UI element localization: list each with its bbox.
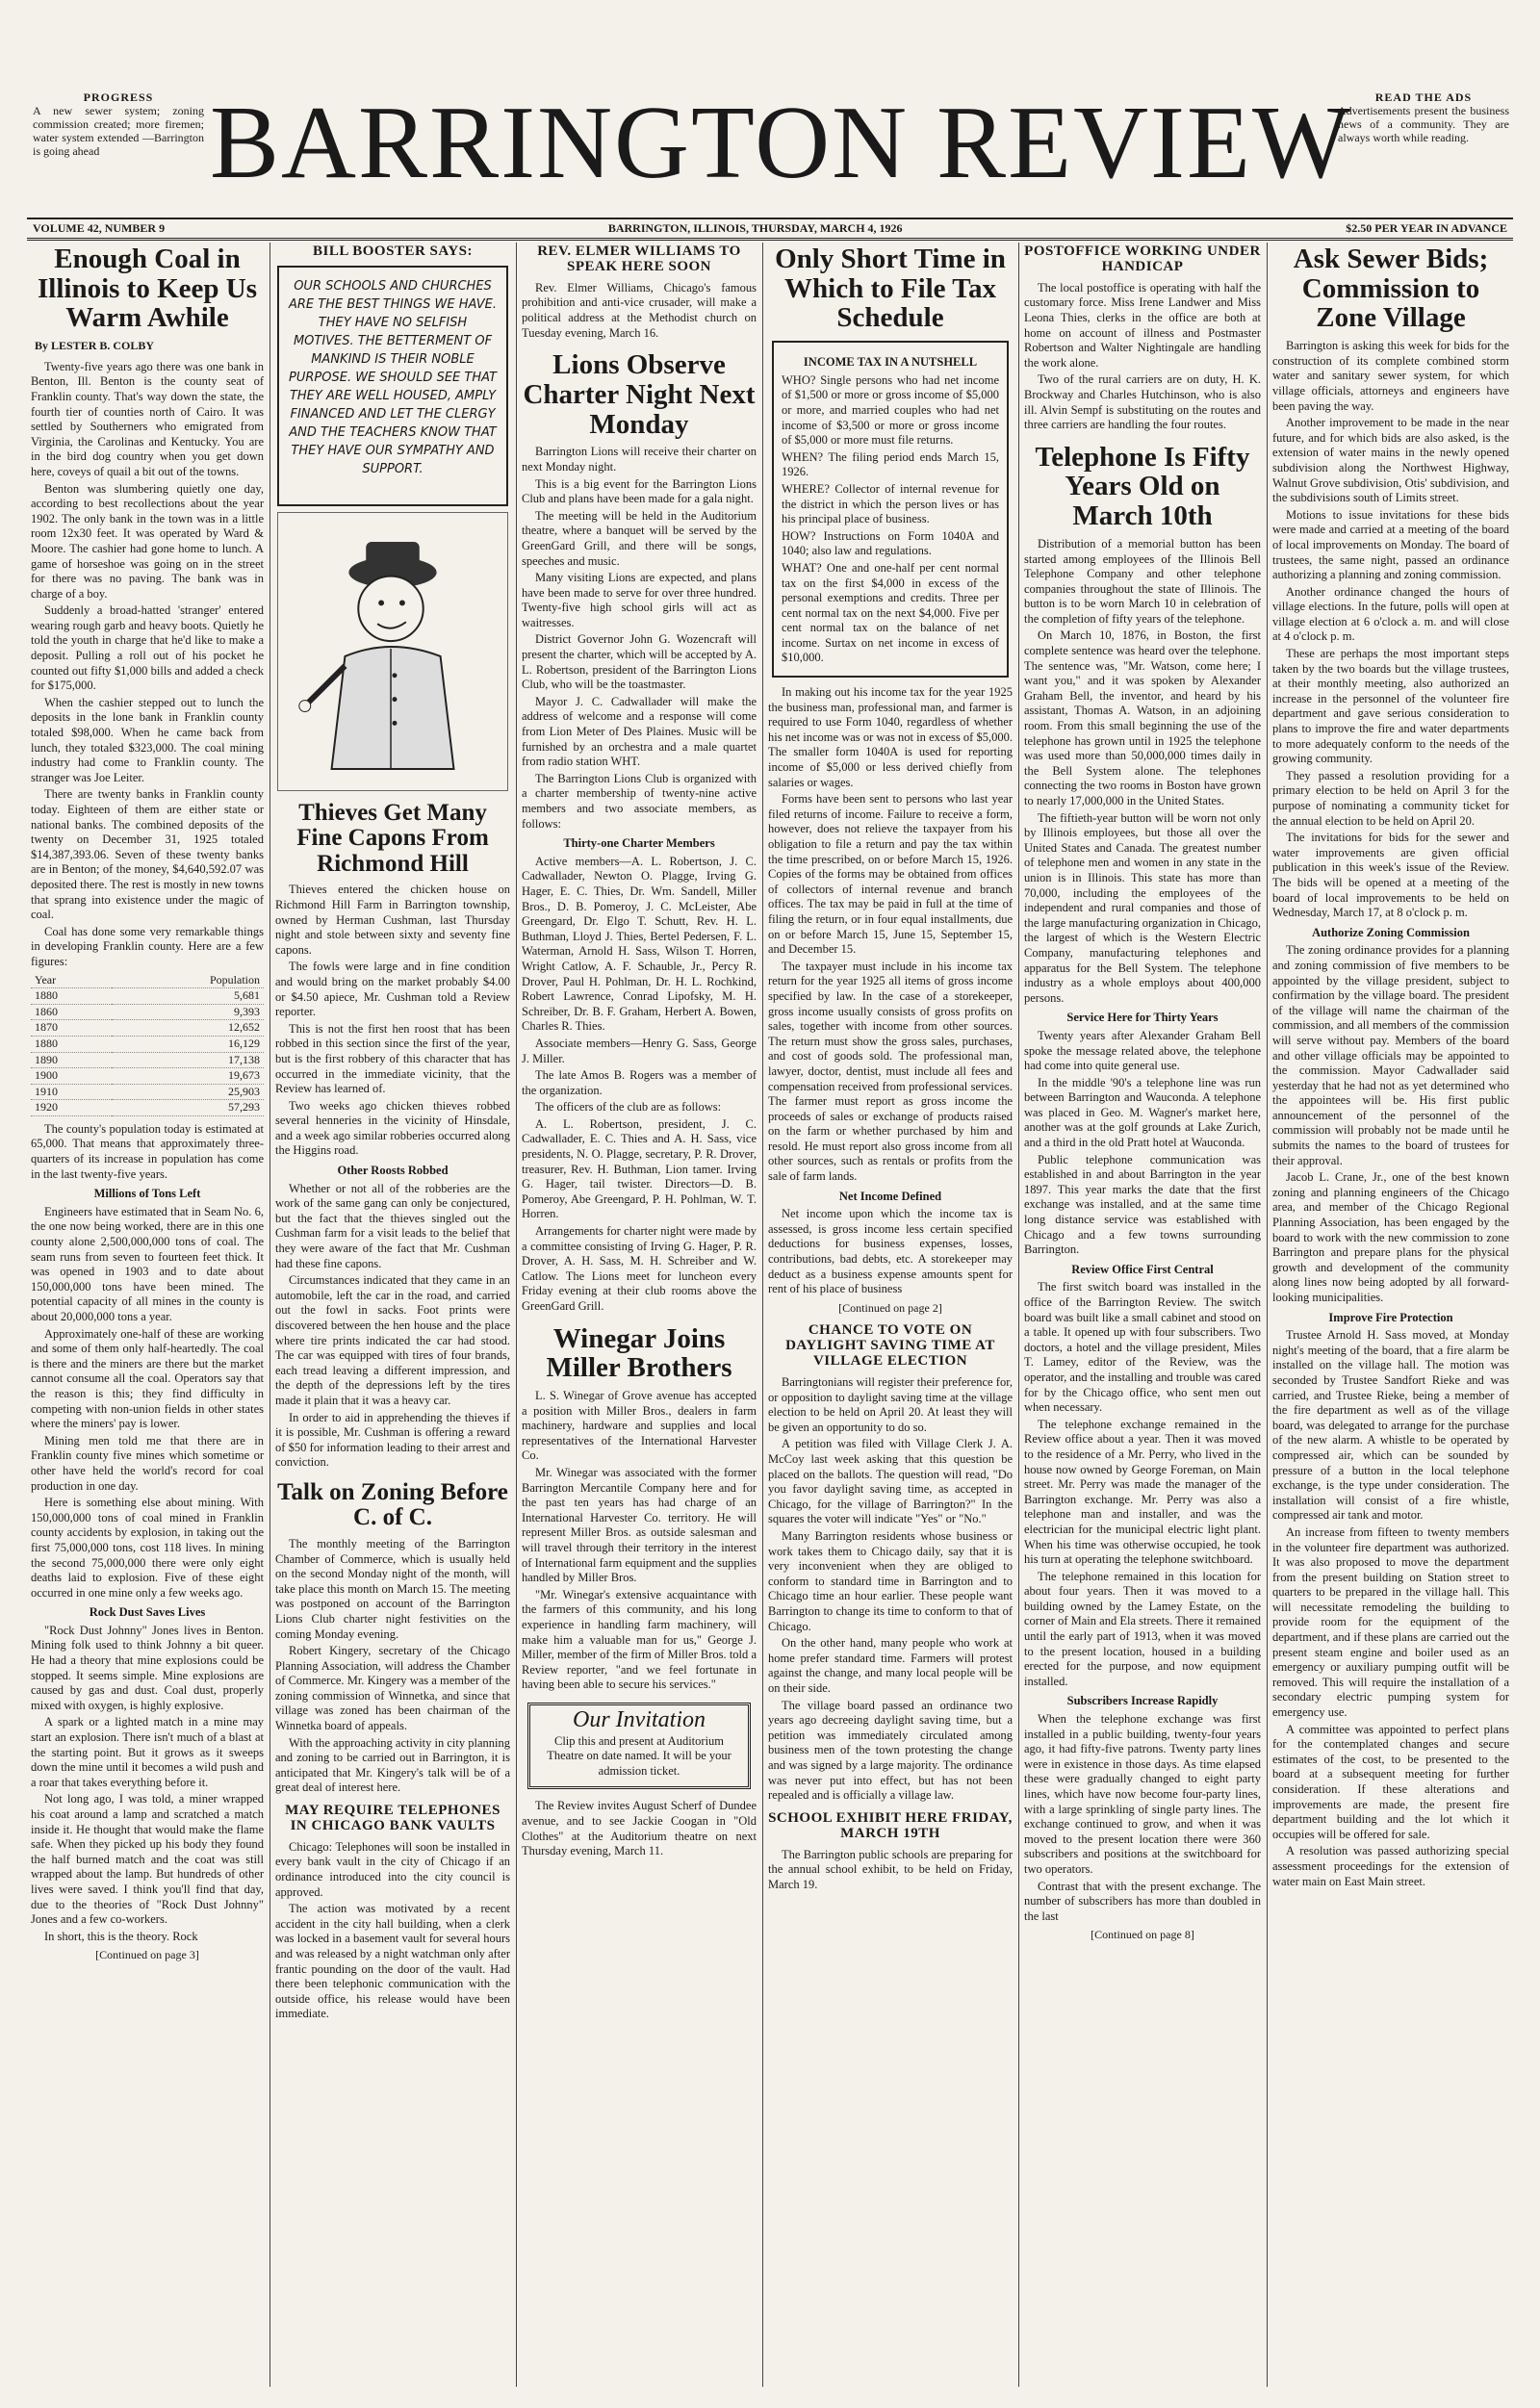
table-cell: 12,652 bbox=[112, 1020, 264, 1037]
nutshell-title: INCOME TAX IN A NUTSHELL bbox=[803, 355, 978, 370]
table-row bbox=[31, 1100, 264, 1116]
subheading: Thirty-one Charter Members bbox=[563, 836, 715, 851]
table-row bbox=[31, 1068, 264, 1085]
paragraph: Not long ago, I was told, a miner wrapped his coat around a lamp and scratched a match inside it. He thought that would make the flame safe. When they picked up his body they found the half burned match and the coat was still wrapped about the lamp. But hundreds of other lives were saved. I think you'll find that day, due to the theories of "Rock Dust Johnny" Jones and a few co-workers. bbox=[31, 1792, 264, 1927]
subheading: Other Roosts Robbed bbox=[337, 1164, 449, 1178]
table-cell: 1880 bbox=[31, 1036, 112, 1052]
continued-note: [Continued on page 8] bbox=[1091, 1928, 1194, 1942]
paragraph: In making out his income tax for the year 1925 the business man, professional man, and farmer is required to use Form 1040, regardless of whether his net income was or was not in excess of $5,000. The smaller form 1040A is used for reporting income of $5,000 or less derived chiefly from salaries or wages. bbox=[768, 685, 1013, 789]
headline-telephone: Telephone Is Fifty Years Old on March 10th bbox=[1035, 441, 1250, 532]
paragraph: L. S. Winegar of Grove avenue has accepted a position with Miller Bros., dealers in farm machinery, hardware and supplies and local representatives of the International Harvester Co. bbox=[522, 1389, 757, 1463]
headline-coal: Enough Coal in Illinois to Keep Us Warm Awhile bbox=[38, 243, 257, 334]
paragraph: Active members—A. L. Robertson, J. C. Cadwallader, Newton O. Plagge, Irving G. Hager, E. C. Thies, Dr. Wm. Sandell, Miller Bros., D. B. Pomeroy, J. C. McLeister, Abe Greengard, Dr. Elgo T. Schutt, Rev. H. L. Buthman, Lloyd J. Thies, Bertel Pedersen, F. L. Waterman, Arnold H. Sass, Wilson T. Horren, Wright Catlow, A. F. Schauble, Jr., Percy R. Drover, Paul H. Pohlman, Dr. H. L. Rochkind, Robert Lawrence, Conrad Lipofsky, M. H. Schreiber, Dr. B. F. Graham, Herbert A. Bowen, Charles R. Thies. bbox=[522, 854, 757, 1034]
left-ear-title: PROGRESS bbox=[83, 90, 154, 104]
table-cell: 1910 bbox=[31, 1084, 112, 1100]
table-row bbox=[31, 1020, 264, 1037]
headline-lions: Lions Observe Charter Night Next Monday bbox=[523, 349, 756, 440]
paragraph: Barrington Lions will receive their charter on next Monday night. bbox=[522, 445, 757, 474]
paragraph: Coal has done some very remarkable things in developing Franklin county. Here are a few figures: bbox=[31, 924, 264, 968]
paragraph: In short, this is the theory. Rock bbox=[44, 1929, 198, 1943]
table-row bbox=[31, 1036, 264, 1052]
nutshell-item: WHAT? One and one-half per cent normal tax on the first $4,000 in excess of the personal exemptions and credits. Three per cent normal tax on the next $4,000. Five per cent normal tax on the balance of net income. Surtax on net income in excess of $10,000. bbox=[782, 560, 999, 665]
table-row bbox=[31, 988, 264, 1005]
income-tax-nutshell-box bbox=[772, 341, 1009, 678]
population-table bbox=[31, 973, 264, 1116]
headline-daylight-saving: CHANCE TO VOTE ON DAYLIGHT SAVING TIME AT VILLAGE ELECTION bbox=[785, 1322, 995, 1370]
nutshell-item: WHERE? Collector of internal revenue for the district in which the person lives or has his principal place of business. bbox=[782, 481, 999, 526]
paragraph: The meeting will be held in the Auditorium theatre, where a banquet will be served by the GreenGard Grill, and there will be songs, speeches and music. bbox=[522, 508, 757, 568]
paragraph: District Governor John G. Wozencraft will present the charter, which will be accepted by A. L. Robertson, president of the Barrington Lions Club, who will be the toastmaster. bbox=[522, 632, 757, 692]
nutshell-item: HOW? Instructions on Form 1040A and 1040; also law and regulations. bbox=[782, 528, 999, 558]
table-row bbox=[31, 1052, 264, 1068]
paragraph: A. L. Robertson, president, J. C. Cadwallader, E. C. Thies and A. H. Sass, vice presidents, N. O. Plagge, secretary, P. R. Drover, treasurer, Rev. H. Buthman, Lion tamer. Irving G. Hager, tail twister. Directors—D. B. Pomeroy, Abe Greengard, P. H. Pohlman, W. T. Horren. bbox=[522, 1116, 757, 1221]
column-rule bbox=[516, 243, 517, 2387]
table-row bbox=[31, 1084, 264, 1100]
right-ear-text: Advertisements present the business news of a community. They are always worth while reading. bbox=[1338, 104, 1509, 144]
paragraph: "Rock Dust Johnny" Jones lives in Benton. Mining folk used to think Johnny a bit queer. He had a theory that mine explosions could be stopped. It seems simple. Mine explosions are caused by gas and dust. Coal dust, properly mixed with oxygen, is highly explosive. bbox=[31, 1623, 264, 1712]
paragraph: Distribution of a memorial button has been started among employees of the Illinois Bell Telephone Company and other telephone companies throughout the state of Illinois. The button is to be worn March 10 in celebration of the completion of fifty years of the telephone. bbox=[1024, 536, 1261, 626]
table-cell: 1880 bbox=[31, 988, 112, 1005]
paragraph: Here is something else about mining. With 150,000,000 tons of coal mined in Franklin county accidents by explosion, in taking out the first 75,000,000 tons, cost 118 lives. In mining the second 75,000,000 there were only eight deaths laid to explosion. Five of these eight occurred in one mine only a few weeks ago. bbox=[31, 1496, 264, 1600]
paragraph: Barrington is asking this week for bids for the construction of its complete combined storm water and sanitary sewer system, for which village officials, attorneys and engineers have been paving the way. bbox=[1272, 339, 1509, 413]
paragraph: Public telephone communication was established in and about Barrington in the year 1897. This year marks the date that the first exchange was installed, and at the same time long distance service was established with Chicago and a few towns surrounding Barrington. bbox=[1024, 1152, 1261, 1257]
paragraph: Another ordinance changed the hours of village elections. In the future, polls will open at village election at 6 o'clock a. m. and will close at 4 o'clock p. m. bbox=[1272, 584, 1509, 644]
right-ear-title: READ THE ADS bbox=[1374, 90, 1473, 104]
paragraph: Jacob L. Crane, Jr., one of the best known zoning and planning engineers of the Chicago area, and member of the Chicago Regional Planning Association, has been engaged by the board to work with the new commission to zone Barrington and prepare plans for the physical growth and development of the community along lines now being adopted by all forward-looking municipalities. bbox=[1272, 1170, 1509, 1305]
column-telephone bbox=[1020, 243, 1265, 2387]
column-lions bbox=[518, 243, 760, 2387]
paragraph: When the cashier stepped out to lunch the deposits in the lone bank in Franklin county totaled $98,000. When he came back from lunch, they totaled $323,000. The coal mining industry had come to Franklin county. The stranger was Joe Leiter. bbox=[31, 695, 264, 784]
paragraph: Whether or not all of the robberies are the work of the same gang can only be conjectured, but the fact that the thieves singled out the Cushman farm for a visit leads to the belief that they were aware of the fact that Mr. Cushman had these fine capons. bbox=[275, 1181, 510, 1270]
paragraph: They passed a resolution providing for a primary election to be held on April 3 for the purpose of nominating a community ticket for the annual election to be held on April 20. bbox=[1272, 768, 1509, 828]
paragraph: Another improvement to be made in the near future, and for which bids are also asked, is the extension of water mains in the newly opened subdivision along the Northwest Highway, Walnut Grove subdivision, Otis' subdivision, and the subdivisions south of Limits street. bbox=[1272, 416, 1509, 505]
paragraph: Engineers have estimated that in Seam No. 6, the one now being worked, there are in this one county alone 2,500,000,000 tons of coal. The seam runs from seven to fourteen feet thick. It was opened in 1903 and to date about 150,000,000 tons have been mined. The potential capacity of all mines in the county is about 20,000,000 tons a year. bbox=[31, 1204, 264, 1324]
column-rule bbox=[762, 243, 763, 2387]
paragraph: This is a big event for the Barrington Lions Club and plans have been made for a gala night. bbox=[522, 476, 757, 506]
paragraph: Many visiting Lions are expected, and plans have been made to serve for over three hundred. Twenty-five high school girls will act as waitresses. bbox=[522, 571, 757, 629]
paragraph: The taxpayer must include in his income tax return for the year 1925 all items of gross income specified by law. In the case of a storekeeper, gross income usually consists of gross profits on sales, together with income from other sources. The return must show the gross sales, purchases, and cost of goods sold. The professional man, lawyer, doctor, dentist, must include all fees and compensation received from professional services. The farmer must report as gross income the proceeds of sales or exchange of products raised on the farm or whether purchased by him and resold. He must report also gross income from all other sources, such as rentals or profits from the sale of farm lands. bbox=[768, 959, 1013, 1184]
column-rule bbox=[1267, 243, 1268, 2387]
subheading: Rock Dust Saves Lives bbox=[89, 1605, 206, 1620]
paragraph: Forms have been sent to persons who last year filed returns of income. Failure to receive a form, however, does not relieve the taxpayer from his obligation to file a return and pay the tax within the time prescribed, on or before March 15, 1926. Copies of the forms may be obtained from offices of collectors of internal revenue and branch offices. The tax may be paid in full at the time of filing the return, or in four equal installments, due on or before March 15, June 15, September 15, and December 15. bbox=[768, 792, 1013, 957]
paragraph: The monthly meeting of the Barrington Chamber of Commerce, which is usually held on the second Monday night of the month, will take place this month on March 15. The meeting was postponed on account of the Barrington Lions Club charter night festivities on the coming Monday evening. bbox=[275, 1536, 510, 1641]
table-cell: 16,129 bbox=[112, 1036, 264, 1052]
paragraph: The fowls were large and in fine condition and would bring on the market probably $4.00 or $4.50 apiece, Mr. Cushman told a Review reporter. bbox=[275, 960, 510, 1019]
byline: By LESTER B. COLBY bbox=[35, 339, 155, 353]
table-cell: 19,673 bbox=[112, 1068, 264, 1085]
nutshell-item: WHEN? The filing period ends March 15, 1926. bbox=[782, 449, 999, 479]
paragraph: There are twenty banks in Franklin county today. Eighteen of them are either state or national banks. The combined deposits of the twenty on December 31, 1925 totaled $14,387,393.06. Seven of these twenty banks are in Benton; of the money, $4,640,592.07 was deposited there. The rest is mostly in new towns that sprang into existence under the magic of coal. bbox=[31, 787, 264, 922]
headline-tax: Only Short Time in Which to File Tax Schedule bbox=[775, 243, 1006, 334]
paragraph: A committee was appointed to perfect plans for the contemplated changes and secure estimates of the cost, to be presented to the board at a subsequent meeting for further consideration. If these alterations and improvements are made, the present fire department building and the lot which it occupies will be offered for sale. bbox=[1272, 1722, 1509, 1841]
paragraph: The village board passed an ordinance two years ago decreeing daylight saving time, but a petition was immediately circulated among business men of the town protesting the change and was signed by a large majority. The ordinance was never put into effect, but has not been repealed and is officially a village law. bbox=[768, 1698, 1013, 1803]
invitation-title: Our Invitation bbox=[573, 1706, 706, 1732]
paragraph: An increase from fifteen to twenty members in the volunteer fire department was authorized. It was also proposed to move the department from the present building on Station street to quarters to be prepared in the village hall. This will necessitate remodeling the building to provide room for the equipment of the department, and if these plans are carried out the present steam engine and boiler used as an emergency or auxiliary pumping outfit will be removed. This will require the installation of a secondary electric pumping system for emergency use. bbox=[1272, 1524, 1509, 1720]
paragraph: The action was motivated by a recent accident in the city hall building, when a clerk was locked in a basement vault for several hours and was released by a night watchman only after frantic pounding on the door of the vault. Had there been telephonic communication with the outside office, his release would have been immediate. bbox=[275, 1902, 510, 2021]
paragraph: Circumstances indicated that they came in an automobile, left the car in the road, and carried out the fowl in sacks. Foot prints were discovered between the hen house and the place where tire prints indicated the car had stood. The car was equipped with tires of four brands, each tread leaving a different impression, and the depth of the depressions left by the tires made it plain that it was a heavy car. bbox=[275, 1273, 510, 1407]
left-ear bbox=[33, 90, 204, 158]
paragraph: Chicago: Telephones will soon be installed in every bank vault in the city of Chicago if an ordinance introduced into the city council is approved. bbox=[275, 1839, 510, 1899]
subheading: Service Here for Thirty Years bbox=[1066, 1011, 1219, 1025]
paragraph: Robert Kingery, secretary of the Chicago Planning Association, will address the Chamber of Commerce. Mr. Kingery was a member of the zoning commission of Winnetka, and since that village was zoned has been chairman of the Winnetka board of appeals. bbox=[275, 1644, 510, 1733]
column-header: Year bbox=[31, 973, 112, 988]
cartoon-illustration bbox=[278, 513, 507, 790]
table-cell: 5,681 bbox=[112, 988, 264, 1005]
masthead bbox=[27, 86, 1513, 235]
subheading: Authorize Zoning Commission bbox=[1312, 925, 1470, 939]
paragraph: A spark or a lighted match in a mine may start an explosion. There isn't much of a blast at the starting point. But it grows as it sweeps down the mine until it becomes a wild push and a roar that takes everything before it. bbox=[31, 1715, 264, 1789]
subheading: Review Office First Central bbox=[1071, 1262, 1214, 1276]
table-cell: 57,293 bbox=[112, 1100, 264, 1116]
paragraph: Trustee Arnold H. Sass moved, at Monday night's meeting of the board, that a fire alarm be installed on the village hall. The motion was seconded by Trustee Sandfort Rieke and was carried, and Trustee Rieke, being a member of the fire department as well as of the village board, was delegated to arrange for the purchase of the new alarm. A whistle to be operated by compressed air, which can be sounded by pressure of a button in the local telephone exchange, is the type under consideration. The installation will consist of a fire whistle, compressed air tank and motor. bbox=[1272, 1328, 1509, 1523]
column-bill-booster bbox=[271, 243, 514, 2387]
dateline: BARRINGTON, ILLINOIS, THURSDAY, MARCH 4, 1926 bbox=[607, 221, 903, 235]
paragraph: In the middle '90's a telephone line was run between Barrington and Wauconda. A telephone was placed in Geo. M. Wagner's market here, another was at the golf grounds at Lake Zurich, and a third in the old Pratt hotel at Wauconda. bbox=[1024, 1075, 1261, 1150]
paragraph: Thieves entered the chicken house on Richmond Hill Farm in Barrington township, owned by Herman Cushman, last Thursday night and stole between sixty and seventy fine capons. bbox=[275, 883, 510, 957]
headline-school-exhibit: SCHOOL EXHIBIT HERE FRIDAY, MARCH 19TH bbox=[768, 1809, 1013, 1841]
nutshell-item: WHO? Single persons who had net income of $1,500 or more or gross income of $5,000 or more, and married couples who had net income of $3,500 or more or gross income of $5,000 or more must file returns. bbox=[782, 372, 999, 448]
paragraph: Approximately one-half of these are working and some of them only half-heartedly. The coal is there and the miners are there but the market cannot consume all the coal. Operators say that the reason is this; they find difficulty in competing with non-union fields in other states where the miners' pay is lower. bbox=[31, 1326, 264, 1431]
paragraph: Mining men told me that there are in Franklin county five mines which sometime or other have held the world's record for coal production in one day. bbox=[31, 1433, 264, 1493]
paragraph: The late Amos B. Rogers was a member of the organization. bbox=[522, 1068, 757, 1097]
paragraph: Barringtonians will register their preference for, or opposition to daylight saving time at the village election to be held on April 20. At least they will be given an opportunity to do so. bbox=[768, 1375, 1013, 1434]
table-cell: 9,393 bbox=[112, 1004, 264, 1020]
dateline-bar bbox=[27, 218, 1513, 241]
paragraph: The telephone remained in this location for about four years. Then it was moved to a building owned by the Lamey Estate, on the corner of Main and Ela streets. There it remained until the early part of 1913, when it was moved to the present location, housed in a building erected for the purpose, and now equipment installed. bbox=[1024, 1569, 1261, 1688]
subheading: Net Income Defined bbox=[838, 1189, 942, 1203]
column-coal-story bbox=[27, 243, 268, 2387]
table-cell: 1920 bbox=[31, 1100, 112, 1116]
paragraph: Contrast that with the present exchange. The number of subscribers has more than doubled in the last bbox=[1024, 1879, 1261, 1923]
headline-sewer: Ask Sewer Bids; Commission to Zone Village bbox=[1293, 243, 1489, 334]
table-cell: 1870 bbox=[31, 1020, 112, 1037]
column-rule bbox=[1018, 243, 1019, 2387]
headline-thieves: Thieves Get Many Fine Capons From Richmond Hill bbox=[296, 799, 489, 877]
paragraph: Twenty years after Alexander Graham Bell spoke the message related above, the telephone had come into quite general use. bbox=[1024, 1028, 1261, 1073]
headline-winegar: Winegar Joins Miller Brothers bbox=[546, 1322, 732, 1384]
paragraph: Associate members—Henry G. Sass, George J. Miller. bbox=[522, 1036, 757, 1065]
paragraph: Two of the rural carriers are on duty, H. K. Brockway and Charles Hutchinson, who is also ill. Alvin Sempf is substituting on the routes and three carriers are handling the four routes. bbox=[1024, 372, 1261, 432]
bill-booster-box bbox=[277, 266, 508, 506]
paragraph: Suddenly a broad-hatted 'stranger' entered wearing rough garb and heavy boots. Quietly he told the youth in charge that he'd like to make a deposit. Pulling a roll out of his pocket he counted out fifty $1,000 bills and added a check for $175,000. bbox=[31, 603, 264, 693]
paragraph: Benton was slumbering quietly one day, according to best recollections about the year 1902. The only bank in the town was in a little room 12x30 feet. It was operated by Ward & Moore. The cashier had gone home to lunch. A game of horseshoe was going on in the street for there was no paving. The bank was in charge of a boy. bbox=[31, 481, 264, 601]
table-row bbox=[31, 1004, 264, 1020]
paragraph: In order to aid in apprehending the thieves if it is possible, Mr. Cushman is offering a reward of $50 for information leading to their arrest and conviction. bbox=[275, 1410, 510, 1470]
column-sewer bbox=[1269, 243, 1513, 2387]
paragraph: Mayor J. C. Cadwallader will make the address of welcome and a response will come from Lion Meter of Des Plaines. Music will be furnished by an orchestra and a male quartet from radio station WHT. bbox=[522, 694, 757, 769]
table-cell: 1890 bbox=[31, 1052, 112, 1068]
paragraph: The fiftieth-year button will be worn not only by Illinois employees, but those all over the United States and Canada. The greatest number of telephone men and women in any state in the union is in Illinois. This state has more than 70,000, including the employees of the independent and rural companies and those of the large manufacturing organization in Chicago, the largest of which is the Western Electric Company, manufacturing telephones and apparatus for the Bell System. The telephone industry as a whole employs about 400,000 persons. bbox=[1024, 810, 1261, 1005]
newspaper-page bbox=[27, 23, 1513, 2391]
paragraph: A resolution was passed authorizing special assessment proceedings for the extension of water main on East Main street. bbox=[1272, 1844, 1509, 1888]
paragraph: Many Barrington residents whose business or work takes them to Chicago daily, say that it is very inconvenient when they are obliged to conform to standard time in Barrington and to Chicago time an hour earlier. These people want Barrington to change its time to conform to that of Chicago. bbox=[768, 1529, 1013, 1633]
paragraph: On the other hand, many people who work at home prefer standard time. Farmers will protest against the change, and many local people will be on their side. bbox=[768, 1636, 1013, 1695]
bill-booster-title: BILL BOOSTER SAYS: bbox=[312, 243, 474, 259]
paragraph: A petition was filed with Village Clerk J. A. McCoy last week asking that this question be placed on the ballots. The question will read, "Do you favor daylight saving time, as accepted in Chicago, for the village of Barrington?" In the squares the voter will indicate "Yes" or "No." bbox=[768, 1437, 1013, 1526]
headline-williams: REV. ELMER WILLIAMS TO SPEAK HERE SOON bbox=[537, 243, 741, 274]
paragraph: With the approaching activity in city planning and zoning to be carried out in Barrington, it is anticipated that Mr. Kingery's talk will be of a great deal of interest here. bbox=[275, 1735, 510, 1795]
headline-postoffice: POSTOFFICE WORKING UNDER HANDICAP bbox=[1024, 243, 1261, 274]
table-cell: 17,138 bbox=[112, 1052, 264, 1068]
headline-telephones-vaults: MAY REQUIRE TELEPHONES IN CHICAGO BANK VAULTS bbox=[285, 1803, 500, 1833]
paragraph: "Mr. Winegar's extensive acquaintance with the farmers of this community, and his long experience in handling farm machinery, will make him a valuable man for us," George J. Miller, member of the firm of Miller Bros. told a Review reporter, "and we feel fortunate in having been able to secure his services." bbox=[522, 1587, 757, 1692]
paragraph: The invitations for bids for the sewer and water improvements are given official publication in this week's issue of the Review. The bids will be opened at a meeting of the board of local improvements to be held on Wednesday, March 17, at 8 o'clock p. m. bbox=[1272, 831, 1509, 920]
continued-note: [Continued on page 3] bbox=[95, 1948, 199, 1962]
paragraph: Arrangements for charter night were made by a committee consisting of Irving G. Hager, P. R. Drover, A. H. Sass, M. H. Schreiber and W. Catlow. The Lions meet for luncheon every Friday evening at their club rooms above the GreenGard Grill. bbox=[522, 1224, 757, 1314]
paragraph: On March 10, 1876, in Boston, the first complete sentence was heard over the telephone. The sentence was, "Mr. Watson, come here; I want you," and it was spoken by Alexander Graham Bell, the inventor, and heard by his assistant, Thomas A. Watson, in an adjoining room. From this small beginning the use of the telephone has grown until in 1925 the telephone was used more than 50,000,000 times daily in the Bell System alone. The telephones connecting the two rooms in Boston have grown to nearly 17,000,000 in the United States. bbox=[1024, 628, 1261, 808]
paragraph: The Review invites August Scherf of Dundee avenue, and to see Jackie Coogan in "Old Clothes" at the Auditorium theatre on next Thursday evening, March 11. bbox=[522, 1799, 757, 1858]
paragraph: The zoning ordinance provides for a planning and zoning commission of five members to be appointed by the village president, subject to confirmation by the village board. The president of the village will name the chairman of the commission, and all members of the commission will serve without pay. Members of the board and other village officials may be appointed to the commission. Mayor Cadwallader said yesterday that he had not as yet determined who the appointees will be. His first public announcement of the personnel of the commission will probably not be made until he submits the names to the board of trustees for their approval. bbox=[1272, 943, 1509, 1167]
volume-number: VOLUME 42, NUMBER 9 bbox=[33, 221, 166, 235]
bill-booster-text: OUR SCHOOLS AND CHURCHES ARE THE BEST THINGS WE HAVE. THEY HAVE NO SELFISH MOTIVES. THE BETTERMENT OF MANKIND IS THEIR NOBLE PURPOSE. WE SHOULD SEE THAT THEY ARE WELL HOUSED, AMPLY FINANCED AND LET THE CLERGY AND THE TEACHERS KNOW THAT THEY HAVE OUR SYMPATHY AND SUPPORT. bbox=[289, 278, 497, 476]
paragraph: This is not the first hen roost that has been robbed in this section since the first of the year, but is the first robbery of this character that has occurred in the immediate vicinity, that the Review has learned of. bbox=[275, 1021, 510, 1096]
paragraph: Motions to issue invitations for these bids were made and carried at a meeting of the board of local improvements on Monday. The board of trustees, the same night, passed an ordinance authorizing a planning and zoning commission. bbox=[1272, 507, 1509, 582]
subheading: Subscribers Increase Rapidly bbox=[1066, 1694, 1219, 1708]
subscription-price: $2.50 PER YEAR IN ADVANCE bbox=[1346, 221, 1507, 235]
column-tax bbox=[764, 243, 1016, 2387]
table-cell: 25,903 bbox=[112, 1084, 264, 1100]
paragraph: The officers of the club are as follows: bbox=[535, 1100, 722, 1114]
paragraph: When the telephone exchange was first installed in a public building, twenty-four years ago, it had fifty-five patrons. Twenty party lines were in existence in those days. As time elapsed these were gradually changed to eight party lines, which have now become four-party lines, with a large sprinkling of single party lines. The exchange continued to grow, and when it was moved to the present location there were 360 subscribers and positions at the switchboard for two operators. bbox=[1024, 1712, 1261, 1876]
column-header: Population bbox=[112, 973, 264, 988]
left-ear-text: A new sewer system; zoning commission created; more firemen; water system extended —Barrington is going ahead bbox=[33, 104, 204, 158]
paragraph: The Barrington Lions Club is organized with a charter membership of twenty-nine active members and two associate members, as follows: bbox=[522, 771, 757, 831]
paragraph: Rev. Elmer Williams, Chicago's famous prohibition and anti-vice crusader, will make a political address at the Methodist church on Tuesday evening, March 16. bbox=[522, 280, 757, 340]
right-ear bbox=[1338, 90, 1509, 144]
bill-booster-cartoon bbox=[277, 512, 508, 791]
continued-note: [Continued on page 2] bbox=[838, 1300, 942, 1315]
paragraph: Net income upon which the income tax is assessed, is gross income less certain specified deductions for business expenses, losses, contributions, bad debts, etc. A storekeeper may deduct as a business expense amounts spent for rent of his place of business bbox=[768, 1207, 1013, 1296]
paragraph: These are perhaps the most important steps taken by the two boards but the village trustees, at their monthly meeting, also authorized an increase in the personnel of the volunteer fire department and gave serious consideration to plans to improve the fire and water departments to more adequately conform to the needs of the growing community. bbox=[1272, 647, 1509, 766]
invitation-text: Clip this and present at Auditorium Theatre on date named. It will be your admission ticket. bbox=[547, 1733, 732, 1778]
table-cell: 1860 bbox=[31, 1004, 112, 1020]
paragraph: The county's population today is estimated at 65,000. That means that approximately three-quarters of its increase in population has come in the last twenty-five years. bbox=[31, 1121, 264, 1181]
invitation-coupon[interactable] bbox=[527, 1703, 751, 1789]
subheading: Millions of Tons Left bbox=[93, 1187, 201, 1201]
paragraph: Mr. Winegar was associated with the former Barrington Mercantile Company here and for the past ten years has had charge of an International Harvester Co. territory. He will represent Miller Bros. as outside salesman and will travel through their territory in the interest of International farm equipment and the supplies handled by Miller Bros. bbox=[522, 1466, 757, 1585]
paragraph: Two weeks ago chicken thieves robbed several henneries in the vicinity of Hinsdale, and a week ago similar robberies occurred along the Higgins road. bbox=[275, 1098, 510, 1158]
paragraph: The telephone exchange remained in the Review office about a year. Then it was moved to the residence of a Mr. Perry, who lived in the house now owned by George Foreman, on Main street. Mr. Perry was made the manager of the Barrington exchange. Mr. Perry was also a telephone man and installer, and was the electrician for the municipal electric light plant. When his time was otherwise occupied, he took his turn at operating the telephone switchboard. bbox=[1024, 1417, 1261, 1567]
table-header-row bbox=[31, 973, 264, 988]
paragraph: Twenty-five years ago there was one bank in Benton, Ill. Benton is the county seat of Franklin county. That's way down the state, the fourth tier of counties north of Cairo. It was settled by Southerners who emigrated from Virginia, the Carolinas and Kentucky. You are in the bird dog country when you get down here, coveys of quail a bit out of the towns. bbox=[31, 359, 264, 478]
paragraph: The local postoffice is operating with half the customary force. Miss Irene Landwer and Miss Leona Thies, clerks in the office are both at home on account of illness and Postmaster Robertson and Walter Nightingale are handling the work alone. bbox=[1024, 280, 1261, 370]
table-cell: 1900 bbox=[31, 1068, 112, 1085]
headline-zoning: Talk on Zoning Before C. of C. bbox=[277, 1478, 508, 1531]
subheading: Improve Fire Protection bbox=[1328, 1310, 1453, 1324]
newspaper-title: BARRINGTON REVIEW bbox=[210, 86, 1352, 200]
paragraph: The Barrington public schools are preparing for the annual school exhibit, to be held on Friday, March 19. bbox=[768, 1847, 1013, 1891]
paragraph: The first switch board was installed in the office of the Barrington Review. The switch board was built like a small cabinet and stood on a table. It opened up with four subscribers. Two doctors, a hotel and the village president, Miles T. Lamey, editor of the Review, was the operator, and the installing and trouble was cared for by the Chicago office, who sent men out when necessary. bbox=[1024, 1280, 1261, 1415]
